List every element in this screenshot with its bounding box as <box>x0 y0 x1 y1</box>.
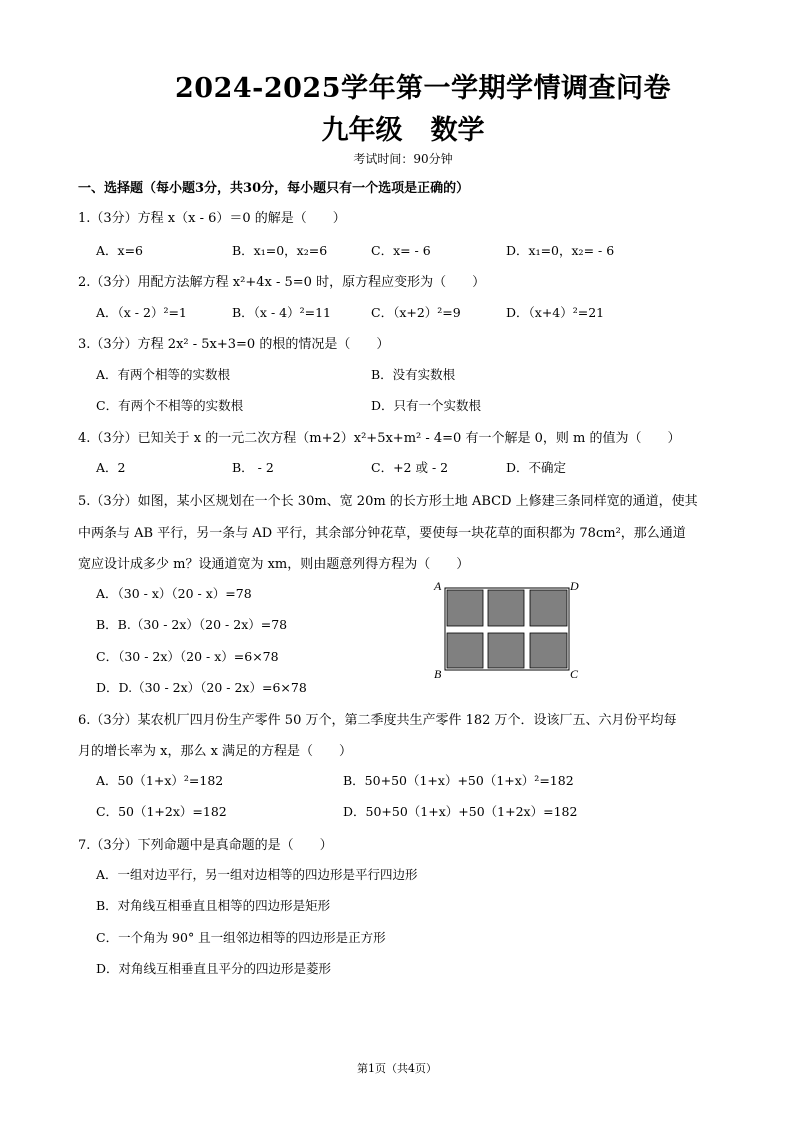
vertex-label-d: D <box>570 579 579 593</box>
grade-label: 九年级 <box>321 115 403 146</box>
subject-label: 数学 <box>430 115 485 146</box>
flower-bed <box>530 633 567 668</box>
flower-bed <box>530 590 567 626</box>
vertex-label-a: A <box>434 579 442 593</box>
question-5-stem-line1: 5.（3分）如图，某小区规划在一个长 30m、宽 20m 的长方形土地 ABCD 上修建三条同样宽的通道，使其 <box>78 494 698 509</box>
page-footer: 第1页（共4页） <box>357 1062 437 1075</box>
vertex-label-b: B <box>434 667 442 681</box>
q5-option-c: C．（30 - 2x）（20 - x）=6×78 <box>96 649 279 664</box>
q4-option-d: D．不确定 <box>506 460 567 475</box>
question-4-stem: 4.（3分）已知关于 x 的一元二次方程（m+2）x²+5x+m² - 4=0 有一个解是 0，则 m 的值为（ ） <box>78 431 681 446</box>
q2-option-b: B．（x - 4）²=11 <box>232 305 331 320</box>
q1-option-c: C．x= - 6 <box>371 243 431 258</box>
question-5-stem-line3: 宽应设计成多少 m？设通道宽为 xm，则由题意列得方程为（ ） <box>78 557 470 572</box>
vertex-label-c: C <box>570 667 579 681</box>
exam-title: 2024-2025学年第一学期学情调查问卷 <box>175 73 671 104</box>
flower-bed <box>447 633 483 668</box>
q3-option-c: C．有两个不相等的实数根 <box>96 398 244 413</box>
q7-option-b: B．对角线互相垂直且相等的四边形是矩形 <box>96 898 331 913</box>
q4-option-a: A．2 <box>96 460 126 475</box>
question-2-stem: 2.（3分）用配方法解方程 x²+4x - 5=0 时，原方程应变形为（ ） <box>78 275 486 290</box>
q2-option-d: D．（x+4）²=21 <box>506 305 605 320</box>
q1-option-d: D．x₁=0，x₂= - 6 <box>506 243 615 258</box>
question-3-stem: 3.（3分）方程 2x² - 5x+3=0 的根的情况是（ ） <box>78 337 390 352</box>
q5-option-b: B．B.（30 - 2x）（20 - 2x）=78 <box>96 617 288 632</box>
q5-option-d: D．D.（30 - 2x）（20 - 2x）=6×78 <box>96 680 307 695</box>
q7-option-a: A．一组对边平行，另一组对边相等的四边形是平行四边形 <box>96 867 418 882</box>
q6-option-b: B．50+50（1+x）+50（1+x）²=182 <box>343 773 574 788</box>
q3-option-a: A．有两个相等的实数根 <box>96 367 231 382</box>
q3-option-d: D．只有一个实数根 <box>371 398 482 413</box>
q7-option-d: D．对角线互相垂直且平分的四边形是菱形 <box>96 961 332 976</box>
q7-option-c: C．一个角为 90° 且一组邻边相等的四边形是正方形 <box>96 930 386 945</box>
q2-option-c: C．（x+2）²=9 <box>371 305 461 320</box>
q5-option-a: A．（30 - x）（20 - x）=78 <box>96 586 252 601</box>
question-6-stem-line1: 6.（3分）某农机厂四月份生产零件 50 万个，第二季度共生产零件 182 万个．设该厂五、六月份平均每 <box>78 713 677 728</box>
question-1-stem: 1.（3分）方程 x（x - 6）＝0 的解是（ ） <box>78 211 346 226</box>
q6-option-c: C．50（1+2x）=182 <box>96 804 227 819</box>
q6-option-a: A．50（1+x）²=182 <box>96 773 224 788</box>
q4-option-b: B． - 2 <box>232 460 274 475</box>
q3-option-b: B．没有实数根 <box>371 367 456 382</box>
question-5-stem-line2: 中两条与 AB 平行，另一条与 AD 平行，其余部分钟花草，要使每一块花草的面积都为 78cm²，那么通道 <box>78 526 686 541</box>
flower-bed <box>488 633 524 668</box>
q4-option-c: C．+2 或 - 2 <box>371 460 449 475</box>
q6-option-d: D．50+50（1+x）+50（1+2x）=182 <box>343 804 578 819</box>
exam-time: 考试时间：90分钟 <box>353 152 453 166</box>
section-heading: 一、选择题（每小题3分，共30分，每小题只有一个选项是正确的） <box>78 181 470 196</box>
grade-subject-title <box>0 108 794 147</box>
q1-option-a: A．x=6 <box>96 243 144 258</box>
flower-bed <box>447 590 483 626</box>
q1-option-b: B．x₁=0，x₂=6 <box>232 243 328 258</box>
question-7-stem: 7.（3分）下列命题中是真命题的是（ ） <box>78 838 333 853</box>
question-6-stem-line2: 月的增长率为 x，那么 x 满足的方程是（ ） <box>78 744 353 759</box>
rectangle-abcd-figure <box>432 578 582 682</box>
flower-bed <box>488 590 524 626</box>
q2-option-a: A．（x - 2）²=1 <box>96 305 187 320</box>
